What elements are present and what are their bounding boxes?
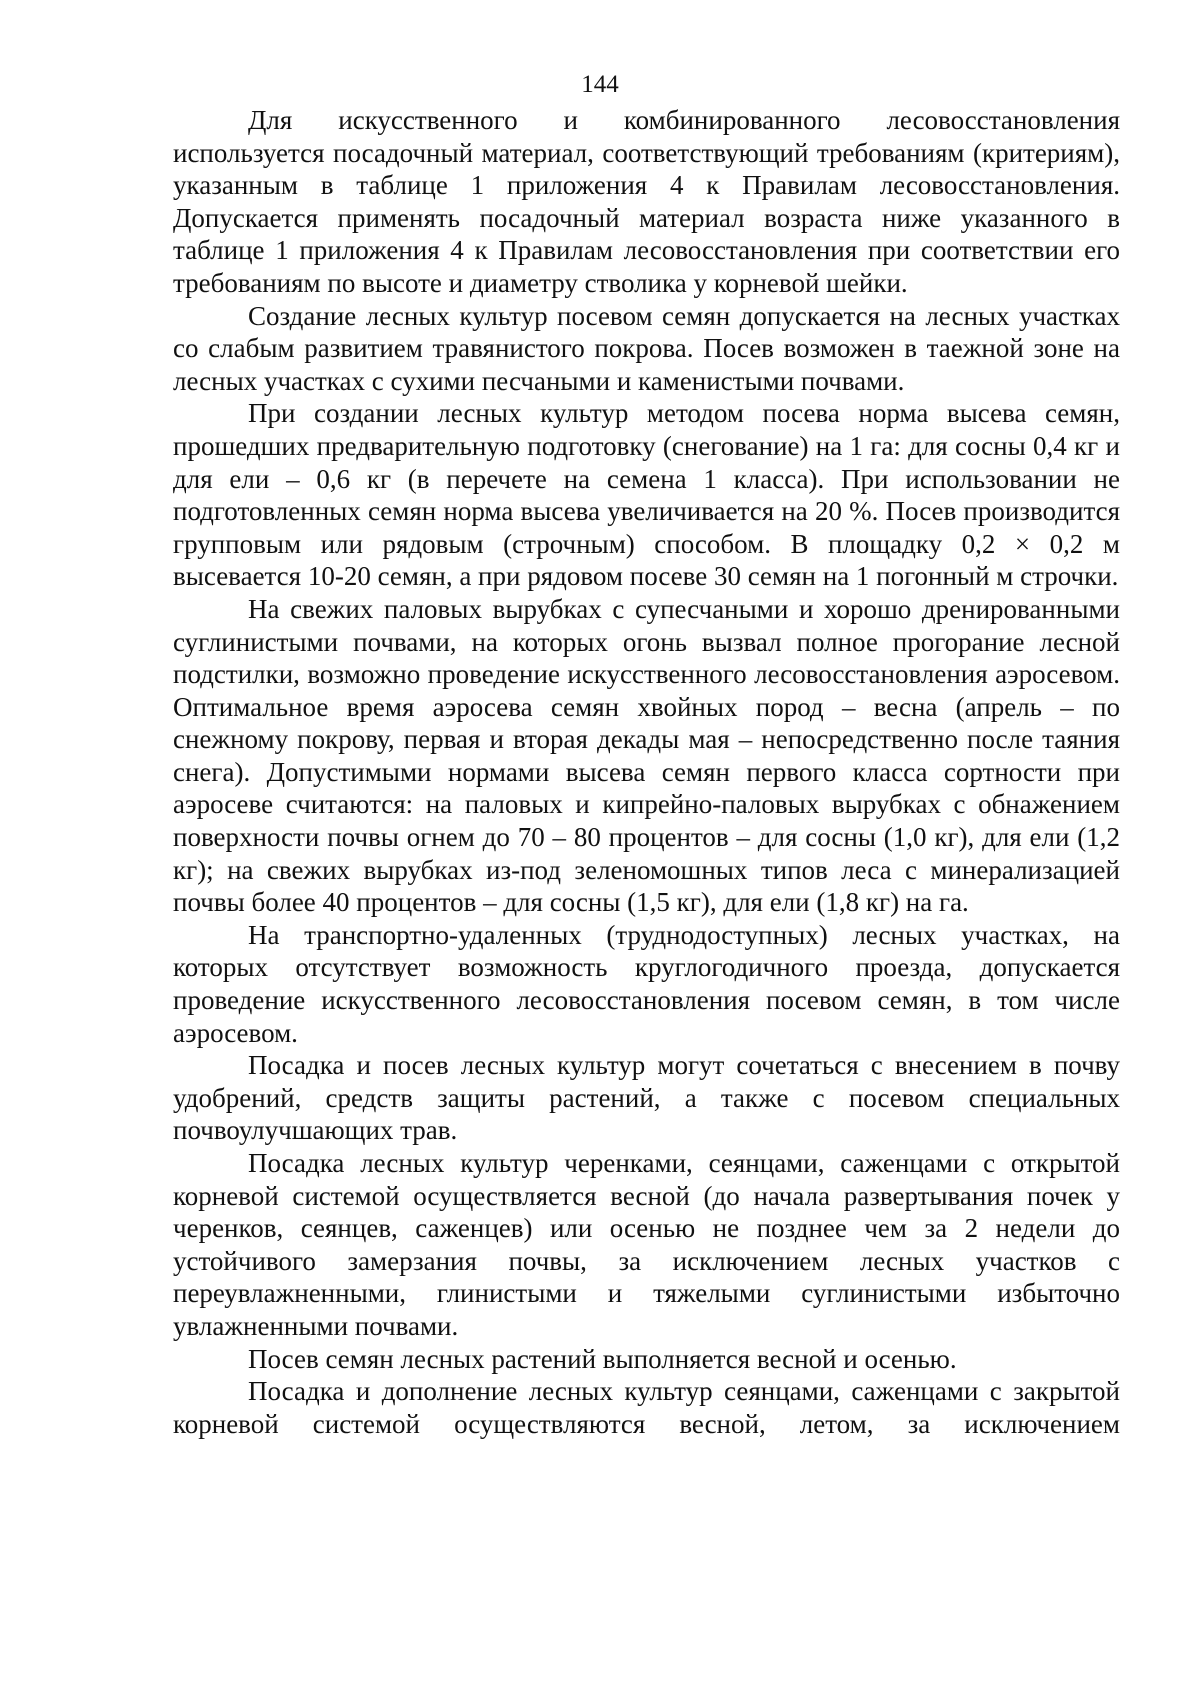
paragraph-fertilizers: Посадка и посев лесных культур могут сочетаться с внесением в почву удобрений, средств защиты растений, а также с посевом специальных почвоулучшающих трав. xyxy=(173,1050,1120,1146)
paragraph-closed-root-planting: Посадка и дополнение лесных культур сеянцами, саженцами с закрытой корневой системой осуществляются весной, летом, за исключением xyxy=(173,1376,1120,1439)
paragraph-seed-sowing-conditions: Создание лесных культур посевом семян допускается на лесных участках со слабым развитием травянистого покрова. Посев возможен в таежной зоне на лесных участках с сухими песчаными и каменистыми почвами. xyxy=(173,300,1120,396)
paragraph-remote-areas: На транспортно-удаленных (труднодоступных) лесных участках, на которых отсутствует возможность круглогодичного проезда, допускается проведение искусственного лесовосстановления посевом семян, в том числе аэросевом. xyxy=(173,919,1120,1048)
page-number: 144 xyxy=(581,71,619,98)
body-text xyxy=(173,104,1120,1440)
paragraph-sowing-season: Посев семян лесных растений выполняется весной и осенью. xyxy=(248,1343,957,1374)
paragraph-aerial-sowing: На свежих паловых вырубках с супесчаными и хорошо дренированными суглинистыми почвами, на которых огонь вызвал полное прогорание лесной подстилки, возможно проведение искусственного лесовосстановления аэросевом. Оптимальное время аэросева семян хвойных пород – весна (апрель – по снежному покрову, первая и вторая декады мая – непосредственно после таяния снега). Допустимыми нормами высева семян первого класса сортности при аэросеве считаются: на паловых и кипрейно-паловых вырубках с обнажением поверхности почвы огнем до 70 – 80 процентов – для сосны (1,0 кг), для ели (1,2 кг); на свежих вырубках из-под зеленомошных типов леса с минерализацией почвы более 40 процентов – для сосны (1,5 кг), для ели (1,8 кг) на га. xyxy=(173,593,1120,918)
paragraph-sowing-rates: При создании лесных культур методом посева норма высева семян, прошедших предварительную подготовку (снегование) на 1 га: для сосны 0,4 кг и для ели – 0,6 кг (в перечете на семена 1 класса). При использовании не подготовленных семян норма высева увеличивается на 20 %. Посев производится групповым или рядовым (строчным) способом. В площадку 0,2 × 0,2 м высевается 10-20 семян, а при рядовом посеве 30 семян на 1 погонный м строчки. xyxy=(173,398,1120,592)
paragraph-planting-material: Для искусственного и комбинированного лесовосстановления используется посадочный материал, соответствующий требованиям (критериям), указанным в таблице 1 приложения 4 к Правилам лесовосстановления. Допускается применять посадочный материал возраста ниже указанного в таблице 1 приложения 4 к Правилам лесовосстановления при соответствии его требованиям по высоте и диаметру стволика у корневой шейки. xyxy=(173,105,1120,298)
paragraph-open-root-planting: Посадка лесных культур черенками, сеянцами, саженцами с открытой корневой системой осуществляется весной (до начала развертывания почек у черенков, сеянцев, саженцев) или осенью не позднее чем за 2 недели до устойчивого замерзания почвы, за исключением лесных участков с переувлажненными, глинистыми и тяжелыми суглинистыми избыточно увлажненными почвами. xyxy=(173,1148,1120,1341)
